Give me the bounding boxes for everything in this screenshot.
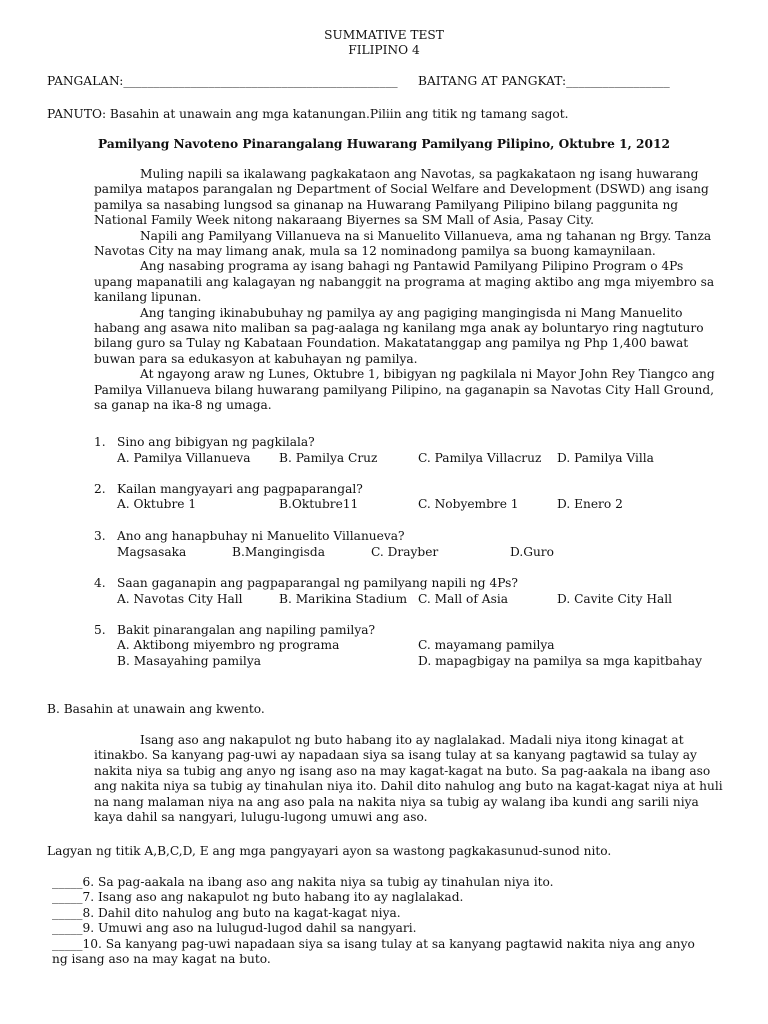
sequence-item-10[interactable]: _____10. Sa kanyang pag-uwi napadaan siya sa isang tulay at sa kanyang pagtawid nakita niya ang anyo ng isang aso na may kagat na buto. <box>52 936 695 967</box>
name-line: _____________________________________________ <box>123 74 398 88</box>
article-paragraph: Ang nasabing programa ay isang bahagi ng Pantawid Pamilyang Pilipino Program o 4Ps upang mapanatili ang kalagayan ng nabanggit na programa at maging aktibo ang mga miyembro sa kanilang lipunan. <box>94 259 715 305</box>
name-field[interactable] <box>47 74 398 89</box>
article-body <box>94 167 724 414</box>
option-b[interactable]: B. Marikina Stadium <box>279 592 408 606</box>
option-a[interactable]: A. Oktubre 1 <box>117 497 197 511</box>
sequence-item-9[interactable]: _____9. Umuwi ang aso na lulugud-lugod dahil sa nangyari. <box>52 921 417 936</box>
test-subject: FILIPINO 4 <box>348 43 420 57</box>
article-paragraph: Muling napili sa ikalawang pagkakataon ang Navotas, sa pagkakataon ng isang huwarang pamilya matapos parangalan ng Department of Social Welfare and Development (DSWD) ang isang pamilya sa nasabing lungsod sa ginanap na Huwarang Pamilyang Pilipino bilang paggunita ng National Family Week nitong nakaraang Biyernes sa SM Mall of Asia, Pasay City. <box>94 167 709 228</box>
option-b[interactable]: B. Pamilya Cruz <box>279 451 378 465</box>
option-a[interactable]: Magsasaka <box>117 545 187 559</box>
option-b[interactable]: B.Mangingisda <box>232 545 325 559</box>
question-number: 2. <box>94 482 106 496</box>
grade-label: BAITANG AT PANGKAT: <box>418 74 567 88</box>
option-d[interactable]: D. Cavite City Hall <box>557 592 673 606</box>
option-c[interactable]: C. Pamilya Villacruz <box>418 451 542 465</box>
article-paragraph: Ang tanging ikinabubuhay ng pamilya ay ang pagiging mangingisda ni Mang Manuelito habang ang asawa nito maliban sa pag-aalaga ng kanilang mga anak ay boluntaryo ring nagtuturo bilang guro sa Tulay ng Kabataan Foundation. Makatatanggap ang pamilya ng Php 1,400 bawat buwan para sa edukasyon at kabuhayan ng pamilya. <box>94 305 704 366</box>
article-title: Pamilyang Navoteno Pinarangalang Huwarang Pamilyang Pilipino, Oktubre 1, 2012 <box>98 137 670 151</box>
question-text: Saan gaganapin ang pagpaparangal ng pamilyang napili ng 4Ps? <box>117 576 518 590</box>
story-text <box>94 733 724 825</box>
option-a[interactable]: A. Navotas City Hall <box>117 592 243 606</box>
name-label: PANGALAN: <box>47 74 124 88</box>
story-paragraph: Isang aso ang nakapulot ng buto habang ito ay naglalakad. Madali niya itong kinagat at itinakbo. Sa kanyang pag-uwi ay napadaan siya sa isang tulay at sa kanyang pagtawid sa tulay ay nakita niya sa tubig ang anyo ng isang aso na may kagat-kagat na buto. Sa pag-aakala na ibang aso ang nakita niya sa tubig ay tinahulan niya ito. Dahil dito nahulog ang buto na kagat-kagat niya at huli na nang malaman niya na ang aso pala na nakita niya sa tubig ay walang iba kundi ang sarili niya kaya dahil sa nangyari, lulugu-lugong umuwi ang aso. <box>94 733 723 825</box>
instructions: PANUTO: Basahin at unawain ang mga katanungan.Piliin ang titik ng tamang sagot. <box>47 107 569 121</box>
option-b[interactable]: B.Oktubre11 <box>279 497 359 511</box>
question-text: Kailan mangyayari ang pagpaparangal? <box>117 482 363 496</box>
question-text: Bakit pinarangalan ang napiling pamilya? <box>117 623 376 637</box>
option-a[interactable]: A. Pamilya Villanueva <box>117 451 251 465</box>
option-d[interactable]: D. mapagbigay na pamilya sa mga kapitbahay <box>418 654 702 668</box>
article-paragraph: At ngayong araw ng Lunes, Oktubre 1, bibigyan ng pagkilala ni Mayor John Rey Tiangco ang Pamilya Villanueva bilang huwarang pamilyang Pilipino, na gaganapin sa Navotas City Hall Ground, sa ganap na ika-8 ng umaga. <box>94 367 715 413</box>
sequence-item-6[interactable]: _____6. Sa pag-aakala na ibang aso ang nakita niya sa tubig ay tinahulan niya ito. <box>52 875 554 889</box>
option-c[interactable]: C. Nobyembre 1 <box>418 497 519 511</box>
question-text: Ano ang hanapbuhay ni Manuelito Villanueva? <box>117 529 405 543</box>
option-d[interactable]: D.Guro <box>510 545 554 559</box>
question-number: 3. <box>94 529 106 543</box>
option-d[interactable]: D. Pamilya Villa <box>557 451 654 465</box>
option-d[interactable]: D. Enero 2 <box>557 497 623 511</box>
sequence-item-8[interactable]: _____8. Dahil dito nahulog ang buto na kagat-kagat niya. <box>52 905 401 920</box>
option-a[interactable]: A. Aktibong miyembro ng programa <box>117 638 340 652</box>
question-text: Sino ang bibigyan ng pagkilala? <box>117 435 315 449</box>
question-number: 1. <box>94 435 106 449</box>
question-number: 4. <box>94 576 106 590</box>
option-c[interactable]: C. Mall of Asia <box>418 592 508 606</box>
option-c[interactable]: C. mayamang pamilya <box>418 638 555 652</box>
test-title: SUMMATIVE TEST <box>324 28 444 42</box>
option-c[interactable]: C. Drayber <box>371 545 439 559</box>
question-number: 5. <box>94 623 106 637</box>
grade-section-field[interactable] <box>418 74 670 89</box>
grade-line: _________________ <box>566 74 670 88</box>
section-b-instruction: Lagyan ng titik A,B,C,D, E ang mga pangyayari ayon sa wastong pagkakasunud-sunod nito. <box>47 844 612 858</box>
article-paragraph: Napili ang Pamilyang Villanueva na si Manuelito Villanueva, ama ng tahanan ng Brgy. Tanza Navotas City na may limang anak, mula sa 12 nominadong pamilya sa buong kamaynilaan. <box>94 228 712 259</box>
sequence-items <box>52 875 712 967</box>
section-b-heading: B. Basahin at unawain ang kwento. <box>47 702 265 716</box>
sequence-item-7[interactable]: _____7. Isang aso ang nakapulot ng buto habang ito ay naglalakad. <box>52 890 464 905</box>
option-b[interactable]: B. Masayahing pamilya <box>117 654 261 668</box>
